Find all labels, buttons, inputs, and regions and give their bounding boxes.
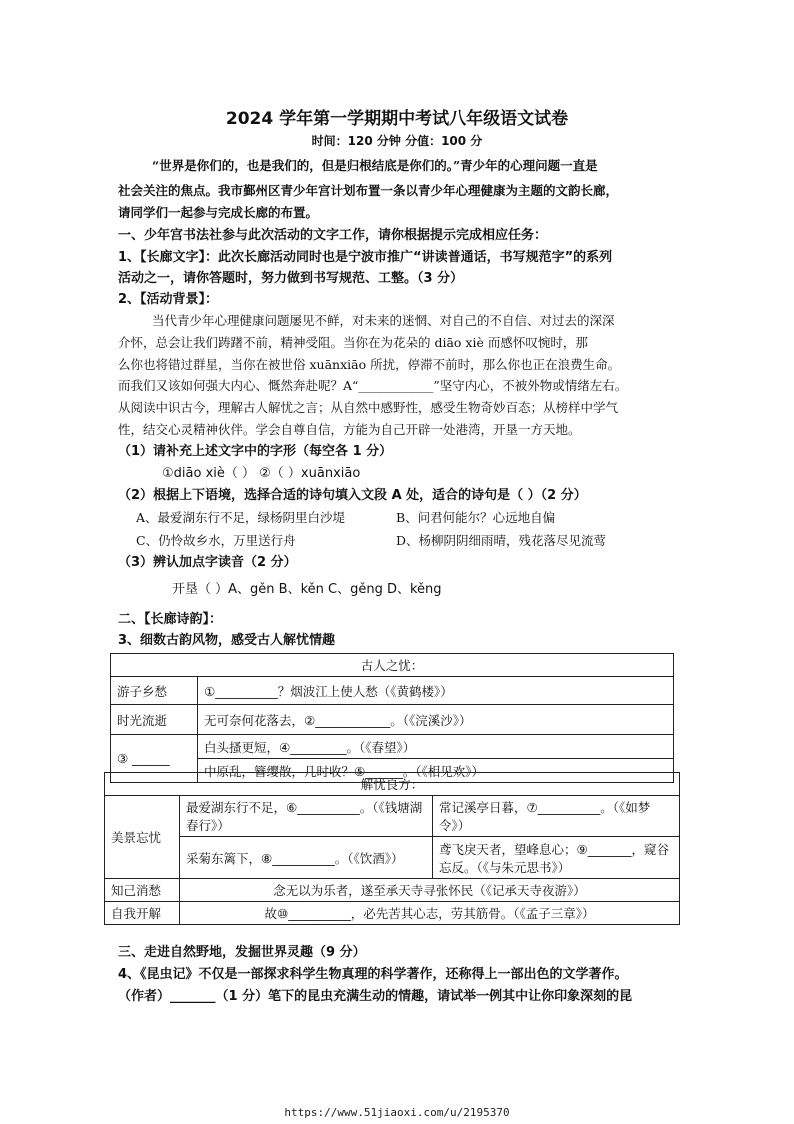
q4-line-2[interactable]: （作者）_______（1 分）笔下的昆虫充满生动的情趣，请试举一例其中让你印象深刻的昆 xyxy=(118,989,633,1004)
worries-table xyxy=(110,653,674,783)
option-a: A、最爱湖东行不足，绿杨阴里白沙堤 xyxy=(136,510,346,525)
worry-text-homesick[interactable]: ①__________？烟波江上使人愁（《黄鹤楼》） xyxy=(198,677,674,705)
worry-label-homesick: 游子乡愁 xyxy=(111,677,198,705)
footer-url[interactable]: https://www.51jiaoxi.com/u/2195370 xyxy=(284,1106,510,1119)
remedy-cell-6[interactable]: 最爱湖东行不足，⑥__________。（《钱塘湖春行》） xyxy=(180,796,433,837)
section-3-heading: 三、走进自然野地，发掘世界灵趣（9 分） xyxy=(118,945,366,960)
remedy-label-friend: 知己消愁 xyxy=(105,879,180,902)
exam-title: 2024 学年第一学期期中考试八年级语文试卷 xyxy=(225,109,569,129)
remedy-cell-8[interactable]: 采菊东篱下，⑧__________。（《饮酒》） xyxy=(180,837,433,879)
passage-line-4: 而我们又该如何强大内心、慨然奔赴呢？A“____________”坚守内心，不被外物或情绪左右。 xyxy=(118,378,628,393)
section-2-heading: 二、【长廊诗韵】： xyxy=(118,612,223,627)
section-1-heading: 一、少年宫书法社参与此次活动的文字工作，请你根据提示完成相应任务： xyxy=(118,228,548,243)
remedy-cell-7[interactable]: 常记溪亭日暮，⑦__________。（《如梦令》） xyxy=(433,796,680,837)
intro-line-1: “世界是你们的，也是我们的，但是归根结底是你们的。”青少年的心理问题一直是 xyxy=(152,158,598,173)
intro-line-3: 请同学们一起参与完成长廊的布置。 xyxy=(118,205,319,220)
worry-text-time[interactable]: 无可奈何花落去，②____________。（《浣溪沙》） xyxy=(198,705,674,735)
q2-label: 2、【活动背景】： xyxy=(118,292,219,307)
remedies-header: 解忧良方： xyxy=(105,773,680,796)
exam-time-score: 时间：120 分钟 分值：100 分 xyxy=(311,134,483,148)
passage-line-6: 性，结交心灵精神伙伴。学会自尊自信，方能为自己开辟一处港湾，开垦一方天地。 xyxy=(118,422,581,437)
passage-line-1: 当代青少年心理健康问题屡见不鲜，对未来的迷惘、对自己的不自信、对过去的深深 xyxy=(152,313,615,328)
worries-header: 古人之忧： xyxy=(111,654,674,677)
remedy-text-friend: 念无以为乐者，遂至承天寺寻张怀民（《记承天寺夜游》） xyxy=(180,879,680,902)
sub-question-2: （2）根据上下语境，选择合适的诗句填入文段 A 处，适合的诗句是（ ）（2 分） xyxy=(118,488,587,503)
remedy-cell-9[interactable]: 鸢飞戾天者，望峰息心；⑨_______，窥谷忘反。（《与朱元思书》） xyxy=(433,837,680,879)
option-d: D、杨柳阴阴细雨晴，残花落尽见流莺 xyxy=(396,533,607,548)
remedy-label-scenery: 美景忘忧 xyxy=(105,796,180,879)
worry-text-spring[interactable]: 白头搔更短，④_________。（《春望》） xyxy=(198,735,674,759)
sub-question-1-blanks[interactable]: ①diāo xiè（ ） ②（ ）xuānxiāo xyxy=(162,466,361,481)
remedy-label-self: 自我开解 xyxy=(105,902,180,925)
sub-question-3-choices: 开垦（ ）A、gěn B、kěn C、gěng D、kěng xyxy=(172,582,442,597)
sub-question-1: （1）请补充上述文字中的字形（每空各 1 分） xyxy=(118,444,393,459)
q1-line-1: 1、【长廊文字】：此次长廊活动同时也是宁波市推广“讲读普通话，书写规范字”的系列 xyxy=(118,250,613,265)
worry-label-time: 时光流逝 xyxy=(111,705,198,735)
passage-line-5: 从阅读中识古今，理解古人解忧之言；从自然中感野性，感受生物奇妙百态；从榜样中学气 xyxy=(118,400,619,415)
q4-line-1: 4、《昆虫记》不仅是一部探求科学生物真理的科学著作，还称得上一部出色的文学著作。 xyxy=(118,967,628,982)
sub-question-3: （3）辨认加点字读音（2 分） xyxy=(118,555,297,570)
q1-line-2: 活动之一，请你答题时，努力做到书写规范、工整。（3 分） xyxy=(118,271,464,286)
intro-line-2: 社会关注的焦点。我市鄞州区青少年宫计划布置一条以青少年心理健康为主题的文韵长廊， xyxy=(118,183,619,198)
worry-label-blank[interactable]: ③ ______ xyxy=(111,735,198,783)
worry-text-meet[interactable]: 中原乱，簪缨散，几时收？⑤______。（《相见欢》） xyxy=(198,759,674,783)
option-c: C、仍怜故乡水，万里送行舟 xyxy=(136,533,296,548)
remedies-table xyxy=(104,772,680,925)
q3-heading: 3、细数古韵风物，感受古人解忧情趣 xyxy=(118,633,336,648)
remedy-text-self[interactable]: 故⑩__________，必先苦其心志，劳其筋骨。（《孟子三章》） xyxy=(180,902,680,925)
option-b: B、问君何能尔？心远地自偏 xyxy=(396,510,556,525)
passage-line-3: 么你也将错过群星，当你在被世俗 xuānxiāo 所扰，停滞不前时，那么你也正在浪费生命。 xyxy=(118,357,621,372)
passage-line-2: 介怀，总会让我们踌躇不前，精神受阻。当你在为花朵的 diāo xiè 而感怀叹惋时，那 xyxy=(118,335,588,350)
